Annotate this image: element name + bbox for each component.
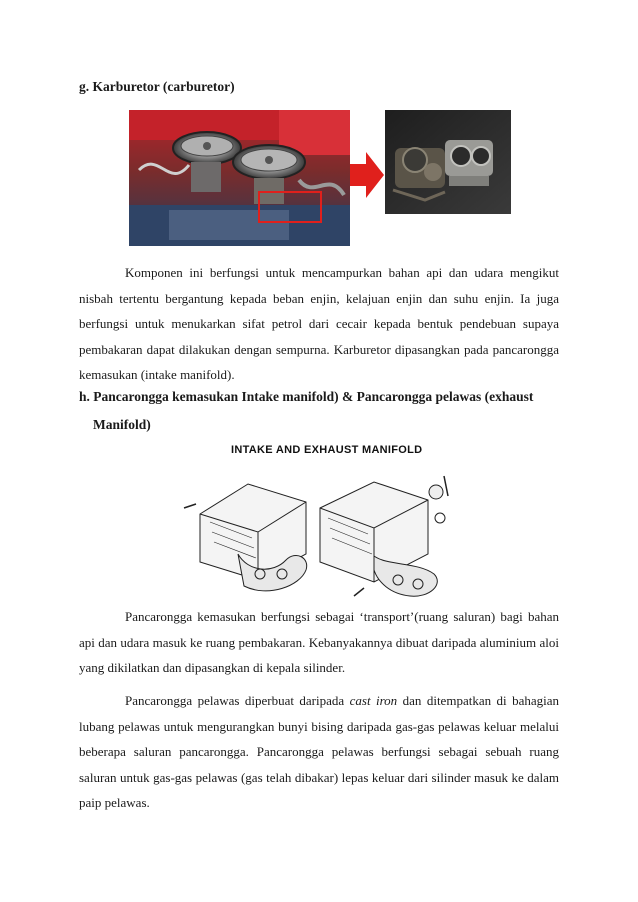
carburetor-closeup-photo [385, 110, 511, 214]
section-h-paragraph-intake: Pancarongga kemasukan berfungsi sebagai ‘transport’(ruang saluran) bagi bahan api dan udara masuk ke ruang pembakaran. Kebanyakannya dibuat daripada aluminium aloi yang dikilatkan dan dipasangkan di kepala silinder. [79, 609, 559, 675]
section-h-paragraph-exhaust [79, 688, 559, 816]
paragraph-exhaust-part1: Pancarongga pelawas diperbuat daripada [125, 693, 350, 708]
section-h-heading [79, 388, 559, 434]
section-h-heading-line1: h. Pancarongga kemasukan Intake manifold) & Pancarongga pelawas (exhaust [79, 389, 534, 404]
section-g-heading: g. Karburetor (carburetor) [79, 79, 235, 94]
section-g-paragraph: Komponen ini berfungsi untuk mencampurkan bahan api dan udara mengikut nisbah tertentu bergantung kepada beban enjin, kelajuan enjin dan suhu enjin. Ia juga berfungsi untuk menukarkan sifat petrol dari cecair kepada bentuk pendebuan supaya pembakaran dapat dilakukan dengan sempurna. Karburetor dipasangkan pada pancarongga kemasukan (intake manifold). [79, 265, 559, 382]
manifold-diagram [178, 462, 460, 604]
section-h-heading-line2: Manifold) [93, 417, 151, 432]
paragraph-exhaust-part2: dan ditempatkan di bahagian lubang pelawas untuk mengurangkan bunyi bising daripada gas-gas pelawas keluar melalui beberapa saluran pancarongga. Pancarongga pelawas berfungsi sebagai sebuah ruang saluran untuk gas-gas pelawas (gas telah dibakar) lepas keluar dari silinder masuk ke dalam paip pelawas. [79, 693, 559, 810]
cast-iron-term: cast iron [349, 693, 398, 708]
red-arrow-icon [350, 152, 384, 198]
manifold-diagram-title: INTAKE AND EXHAUST MANIFOLD [231, 444, 423, 456]
engine-carburetor-photo [129, 110, 350, 246]
